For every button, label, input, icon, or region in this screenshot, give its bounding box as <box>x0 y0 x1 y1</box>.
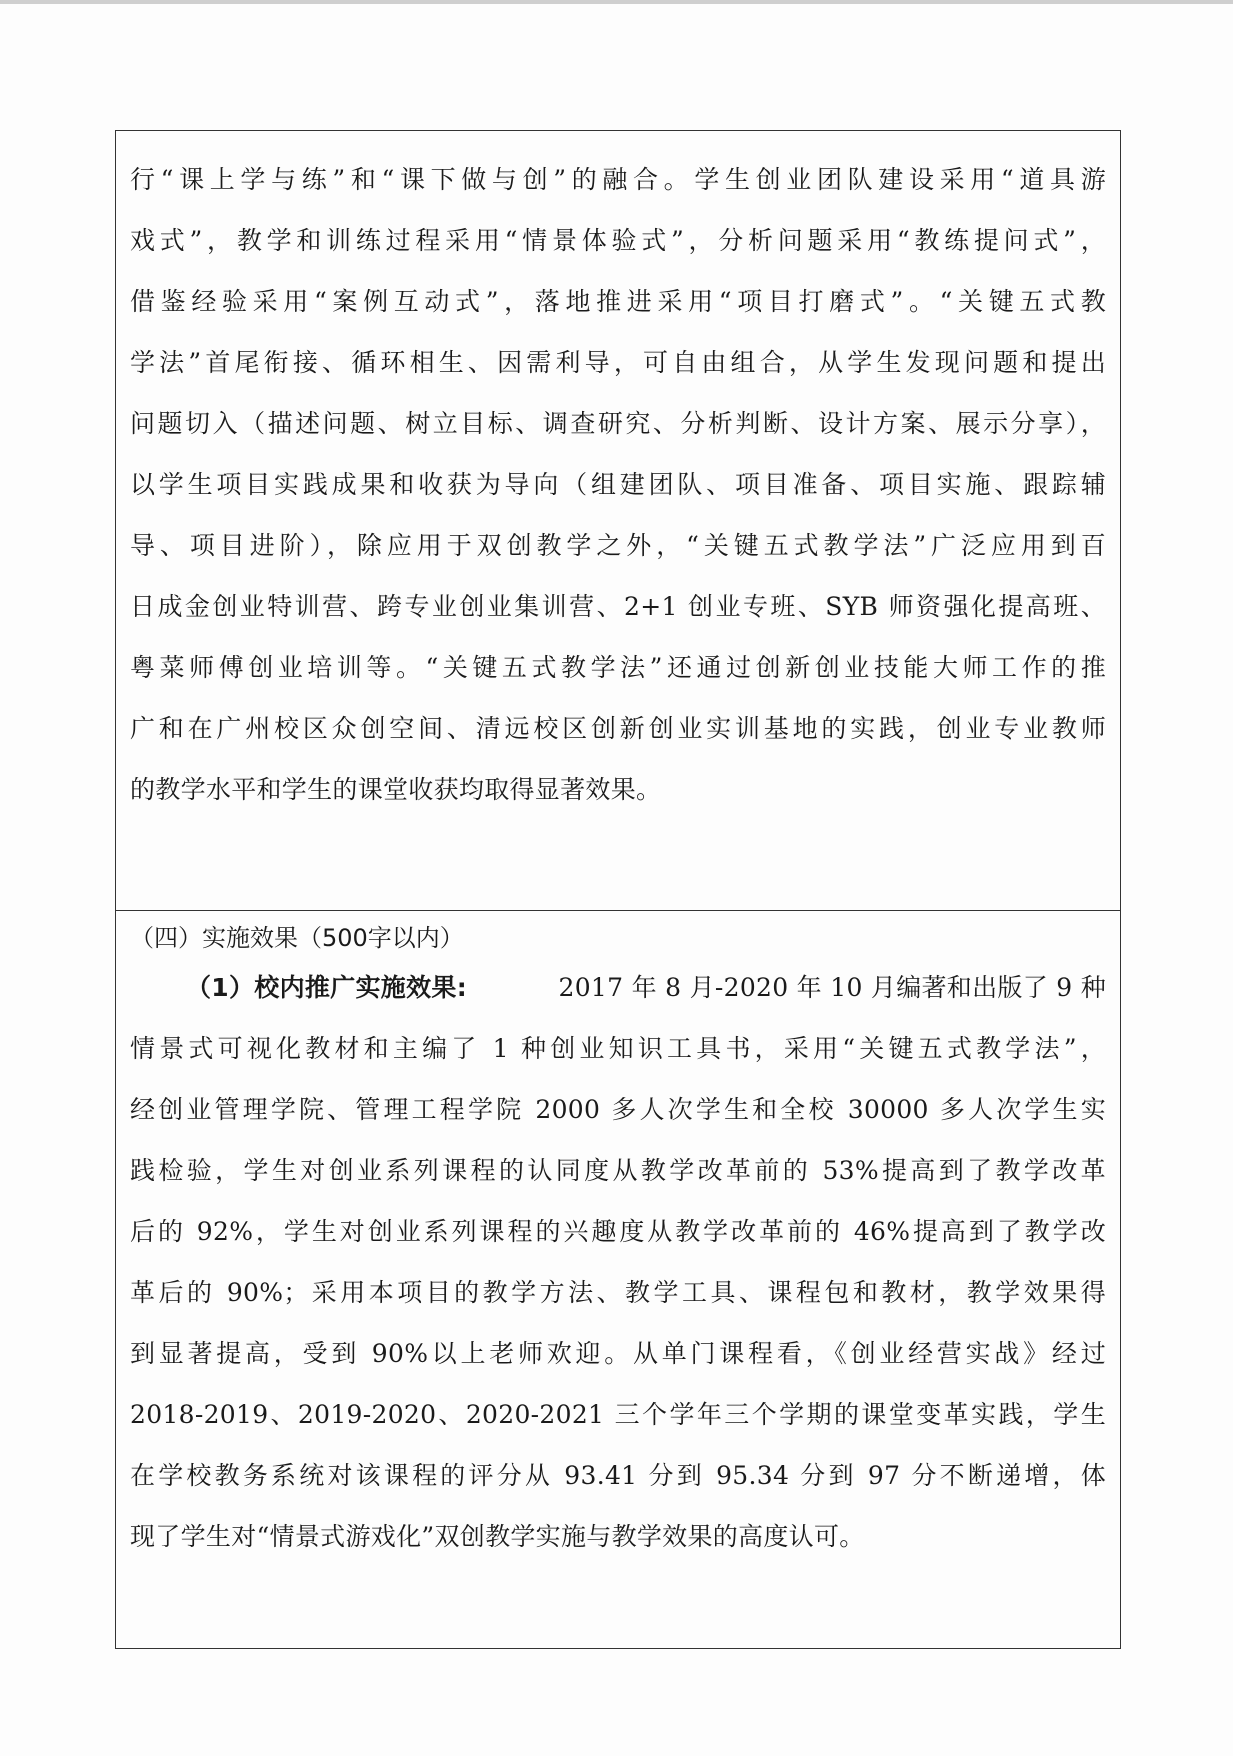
text-line: 戏式”，教学和训练过程采用“情景体验式”，分析问题采用“教练提问式”， <box>130 226 1106 255</box>
continued-section-cell <box>116 131 1120 911</box>
paragraph-first-line <box>130 957 1106 1018</box>
text-line: 导、项目进阶），除应用于双创教学之外，“关键五式教学法”广泛应用到百 <box>130 531 1106 560</box>
implementation-effect-cell <box>116 911 1120 1648</box>
section-title: （四）实施效果（500字以内） <box>130 924 464 952</box>
text-line: 学法”首尾衔接、循环相生、因需利导，可自由组合，从学生发现问题和提出 <box>130 348 1106 377</box>
scan-edge <box>0 0 1233 4</box>
text-line: 广和在广州校区众创空间、清远校区创新创业实训基地的实践，创业专业教师 <box>130 714 1106 743</box>
text-line: 践检验，学生对创业系列课程的认同度从教学改革前的 53%提高到了教学改革 <box>130 1156 1106 1185</box>
text-line: 在学校教务系统对该课程的评分从 93.41 分到 95.34 分到 97 分不断递增，体 <box>130 1461 1106 1490</box>
lead-text: 2017 年 8 月-2020 年 10 月编著和出版了 9 种 <box>558 973 1106 1002</box>
text-line: 革后的 90%；采用本项目的教学方法、教学工具、课程包和教材，教学效果得 <box>130 1278 1106 1307</box>
bold-lead-heading: （1）校内推广实施效果: <box>186 973 467 1002</box>
text-line: 以学生项目实践成果和收获为导向（组建团队、项目准备、项目实施、跟踪辅 <box>130 470 1106 499</box>
text-line: 粤菜师傅创业培训等。“关键五式教学法”还通过创新创业技能大师工作的推 <box>130 653 1106 682</box>
text-line: 后的 92%，学生对创业系列课程的兴趣度从教学改革前的 46%提高到了教学改 <box>130 1217 1106 1246</box>
text-line: 现了学生对“情景式游戏化”双创教学实施与教学效果的高度认可。 <box>130 1522 865 1551</box>
text-line: 经创业管理学院、管理工程学院 2000 多人次学生和全校 30000 多人次学生实 <box>130 1095 1106 1124</box>
text-line: 情景式可视化教材和主编了 1 种创业知识工具书，采用“关键五式教学法”， <box>130 1034 1106 1063</box>
form-table <box>115 130 1121 1649</box>
text-line: 到显著提高，受到 90%以上老师欢迎。从单门课程看，《创业经营实战》经过 <box>130 1339 1106 1368</box>
text-line: 日成金创业特训营、跨专业创业集训营、2+1 创业专班、SYB 师资强化提高班、 <box>130 592 1106 621</box>
text-line: 行“课上学与练”和“课下做与创”的融合。学生创业团队建设采用“道具游 <box>130 165 1106 194</box>
text-line: 问题切入（描述问题、树立目标、调查研究、分析判断、设计方案、展示分享）， <box>130 409 1106 438</box>
text-line: 2018-2019、2019-2020、2020-2021 三个学年三个学期的课堂变革实践，学生 <box>130 1400 1106 1429</box>
text-line: 借鉴经验采用“案例互动式”，落地推进采用“项目打磨式”。“关键五式教 <box>130 287 1106 316</box>
text-line: 的教学水平和学生的课堂收获均取得显著效果。 <box>130 775 662 804</box>
